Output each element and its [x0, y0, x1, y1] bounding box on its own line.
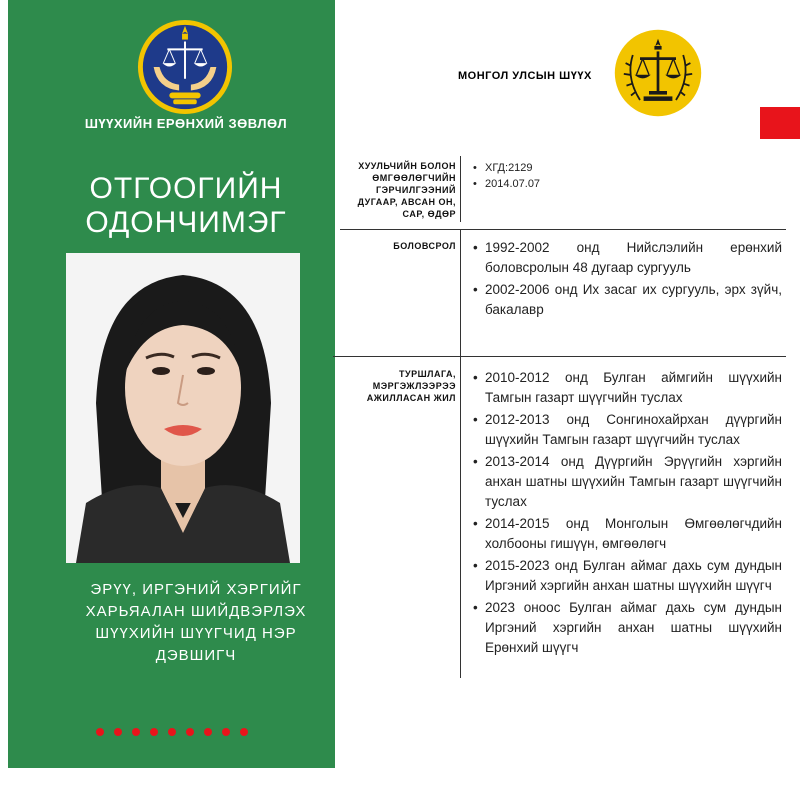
red-dot [150, 728, 158, 736]
decorative-dots [96, 728, 248, 736]
list-item: • 2010-2012 онд Булган аймгийн шүүхийн Тамгын газарт шүүгчийн туслах [470, 368, 782, 408]
list-item: • 2013-2014 онд Дүүргийн Эрүүгийн хэргийн анхан шатны шүүхийн Тамгын газарт шүүгчийн туслах [470, 452, 782, 512]
list-item: • 2012-2013 онд Сонгинохайрхан дүүргийн шүүхийн Тамгын газарт шүүгчийн туслах [470, 410, 782, 450]
experience-label: ТУРШЛАГА, МЭРГЭЖЛЭЭРЭЭ АЖИЛЛАСАН ЖИЛ [366, 369, 456, 403]
column-divider [460, 156, 461, 222]
scales-of-justice-emblem-icon [136, 18, 234, 116]
list-item: • 2023 оноос Булган аймаг дахь сум дундын Иргэний хэргийн анхан шатны шүүхийн Ерөнхий шүүгч [470, 598, 782, 658]
red-dot [168, 728, 176, 736]
red-dot [132, 728, 140, 736]
court-scales-emblem-icon [613, 28, 703, 118]
red-accent-square [760, 107, 800, 139]
red-dot [240, 728, 248, 736]
list-item: • 2014.07.07 [470, 176, 670, 192]
education-label: БОЛОВСРОЛ [393, 241, 456, 251]
candidate-position: ЭРҮҮ, ИРГЭНИЙ ХЭРГИЙГ ХАРЬЯАЛАН ШИЙДВЭРЛЭХ ШҮҮХИЙН ШҮҮГЧИД НЭР ДЭВШИГЧ [85, 581, 307, 664]
candidate-name: ОТГООГИЙН ОДОНЧИМЭГ [85, 172, 287, 239]
red-dot [96, 728, 104, 736]
list-item: • 2015-2023 онд Булган аймаг дахь сум дундын Иргэний хэргийн анхан шатны шүүхийн шүүгч [470, 556, 782, 596]
column-divider [460, 356, 461, 678]
education-list [470, 238, 782, 322]
row-divider [333, 356, 786, 357]
red-dot [204, 728, 212, 736]
list-item: • 2002-2006 онд Их засаг их сургууль, эрх зүйч, бакалавр [470, 280, 782, 320]
red-dot [114, 728, 122, 736]
candidate-photo [66, 253, 300, 563]
certificate-list [470, 160, 670, 192]
council-name: ШҮҮХИЙН ЕРӨНХИЙ ЗӨВЛӨЛ [84, 116, 288, 131]
red-dot [222, 728, 230, 736]
list-item: • ХГД:2129 [470, 160, 670, 176]
experience-list [470, 368, 782, 660]
certificate-label: ХУУЛЬЧИЙН БОЛОН ӨМГӨӨЛӨГЧИЙН ГЭРЧИЛГЭЭНИЙ ДУГААР, АВСАН ОН, САР, ӨДӨР [357, 161, 456, 219]
court-title: МОНГОЛ УЛСЫН ШҮҮХ [458, 70, 592, 82]
left-panel [8, 0, 335, 768]
red-dot [186, 728, 194, 736]
list-item: • 1992-2002 онд Нийслэлийн ерөнхий боловсролын 48 дугаар сургууль [470, 238, 782, 278]
list-item: • 2014-2015 онд Монголын Өмгөөлөгчдийн холбооны гишүүн, өмгөөлөгч [470, 514, 782, 554]
row-divider [340, 229, 786, 230]
column-divider [460, 229, 461, 356]
